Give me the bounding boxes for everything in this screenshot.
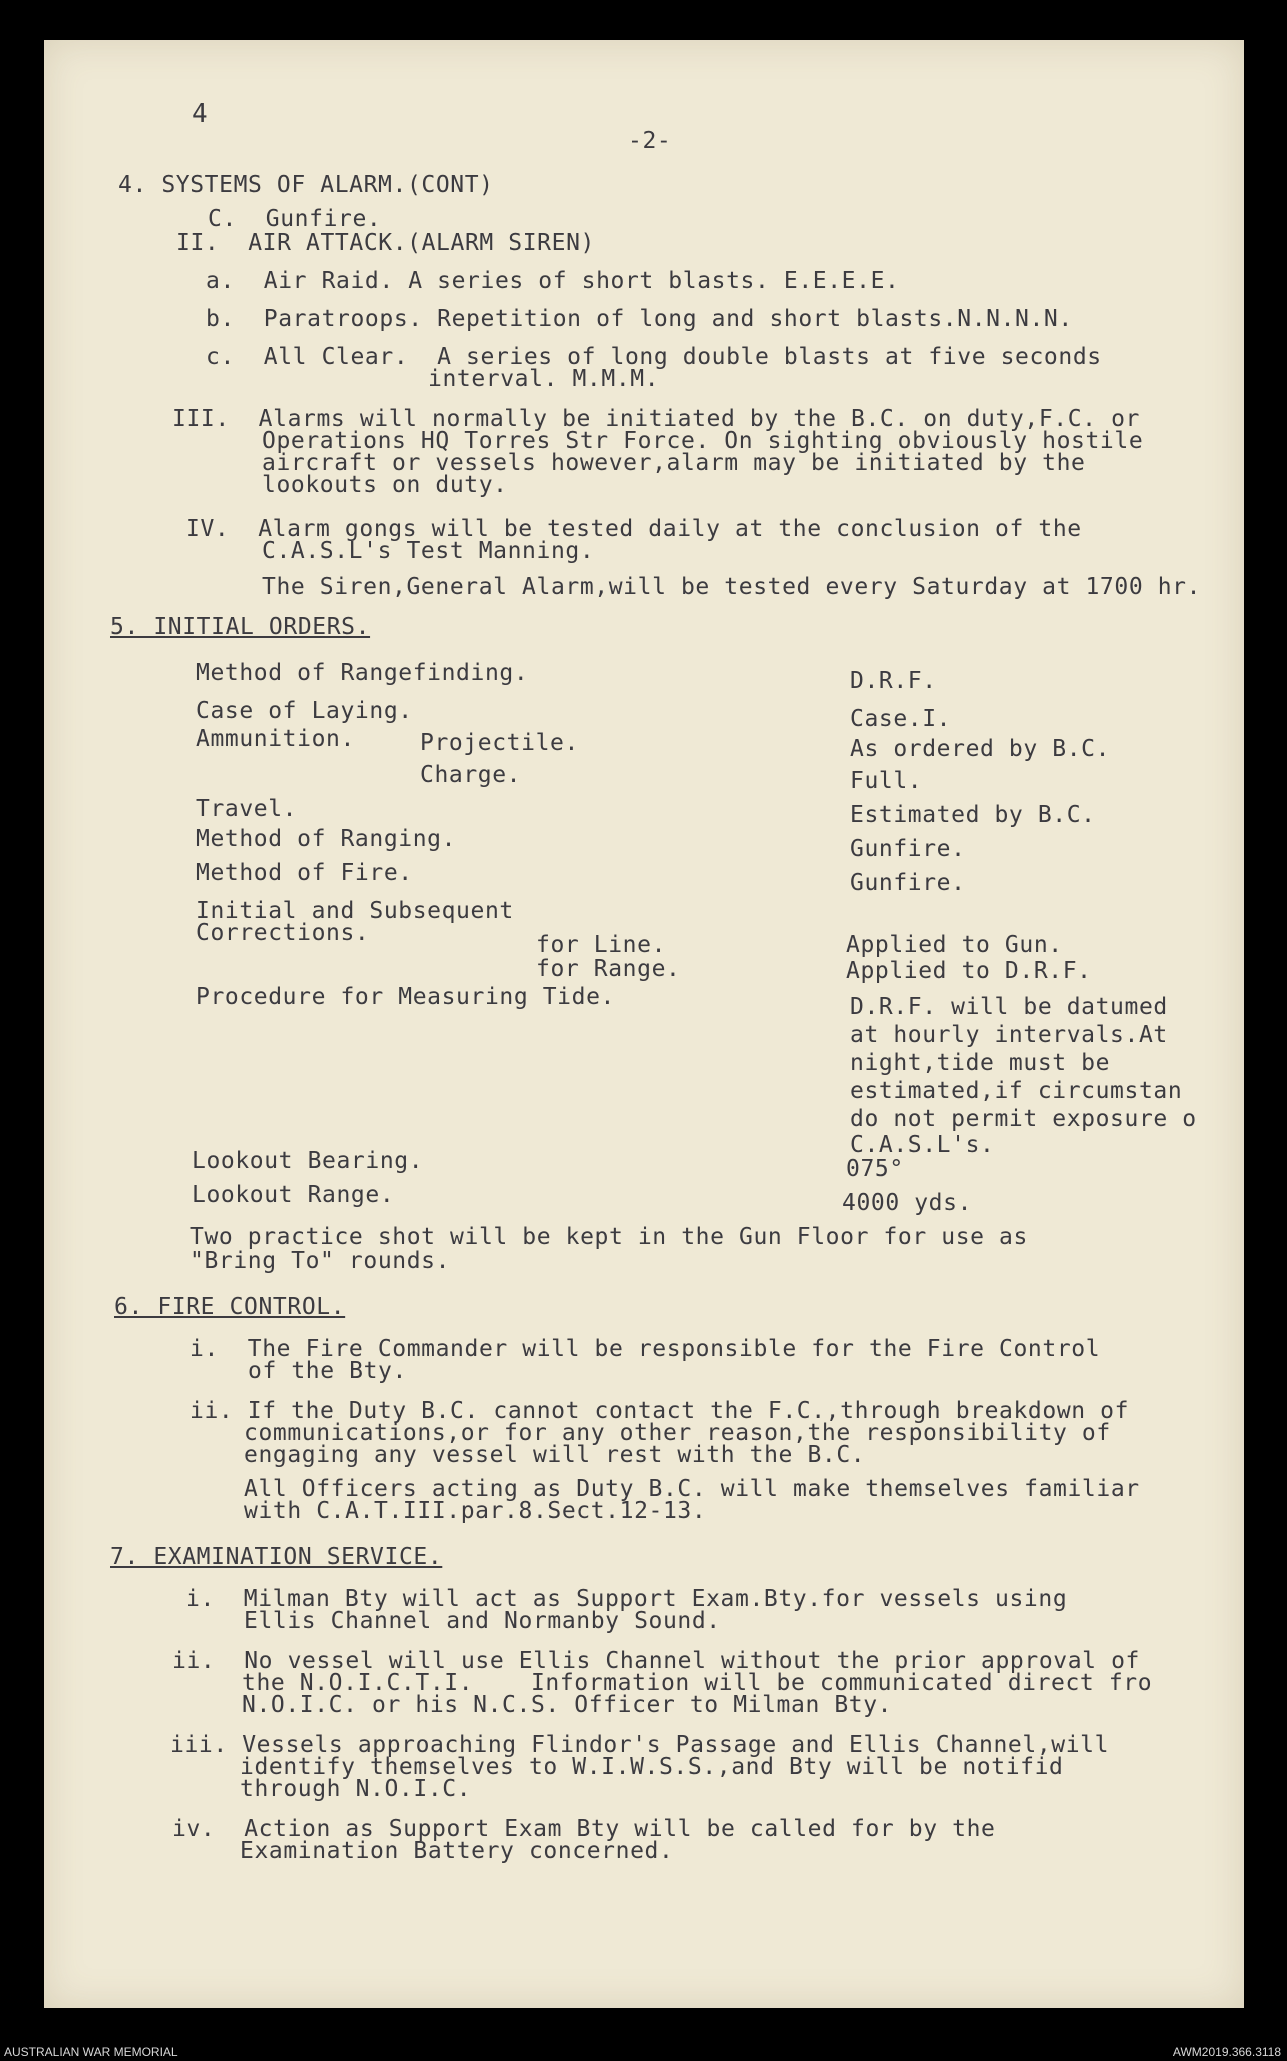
s4-item-c2-line1: c. All Clear. A series of long double blasts at five seconds <box>206 344 1102 370</box>
s4-item-c: C. Gunfire. <box>208 206 382 232</box>
s5-note-line2: "Bring To" rounds. <box>190 1248 451 1274</box>
s5-note-line1: Two practice shot will be kept in the Gun Floor for use as <box>190 1224 1028 1250</box>
s5-rangefinding-label: Method of Rangefinding. <box>196 660 529 686</box>
s5-fire-label: Method of Fire. <box>196 860 413 886</box>
s5-ranging-value: Gunfire. <box>850 836 966 862</box>
s4-item-iii-line4: lookouts on duty. <box>262 472 508 498</box>
s4-item-iv-line1: IV. Alarm gongs will be tested daily at the conclusion of the <box>186 516 1082 542</box>
s5-ranging-label: Method of Ranging. <box>196 826 457 852</box>
s5-lookout-bearing-value: 075° <box>846 1156 904 1182</box>
s5-tide-value-line3: night,tide must be <box>850 1050 1111 1076</box>
s5-lookout-range-value: 4000 yds. <box>842 1190 973 1216</box>
s6-item-ii-line5: with C.A.T.III.par.8.Sect.12-13. <box>244 1498 707 1524</box>
s4-item-b: b. Paratroops. Repetition of long and short blasts.N.N.N.N. <box>206 306 1073 332</box>
s4-item-iv-line3: The Siren,General Alarm,will be tested every Saturday at 1700 hr. <box>262 574 1202 600</box>
s5-charge-label: Charge. <box>420 762 522 788</box>
s5-projectile-label: Projectile. <box>420 730 579 756</box>
s7-item-i-line1: i. Milman Bty will act as Support Exam.Bty.for vessels using <box>186 1586 1068 1612</box>
s4-item-iv-line2: C.A.S.L's Test Manning. <box>262 538 595 564</box>
s5-for-range-value: Applied to D.R.F. <box>846 958 1092 984</box>
margin-mark: 4 <box>192 99 209 129</box>
s4-item-iii-line2: Operations HQ Torres Str Force. On sighting obviously hostile <box>262 428 1144 454</box>
s4-item-ii: II. AIR ATTACK.(ALARM SIREN) <box>176 230 595 256</box>
s5-for-line-label: for Line. <box>536 932 667 958</box>
s5-for-range-label: for Range. <box>536 956 681 982</box>
s6-item-i-line1: i. The Fire Commander will be responsible for the Fire Control <box>190 1336 1101 1362</box>
s4-item-c2-line2: interval. M.M.M. <box>428 366 660 392</box>
s5-travel-value: Estimated by B.C. <box>850 802 1096 828</box>
s5-ammunition-label: Ammunition. <box>196 726 355 752</box>
s5-rangefinding-value: D.R.F. <box>850 668 937 694</box>
s7-item-ii-line1: ii. No vessel will use Ellis Channel without the prior approval of <box>172 1648 1140 1674</box>
s5-lookout-bearing-label: Lookout Bearing. <box>192 1148 424 1174</box>
s7-item-ii-line2: the N.O.I.C.T.I. Information will be communicated direct fro <box>242 1670 1153 1696</box>
section-6-heading: 6. FIRE CONTROL. <box>114 1294 346 1320</box>
s7-item-ii-line3: N.O.I.C. or his N.C.S. Officer to Milman Bty. <box>242 1692 893 1718</box>
s6-item-ii-line4: All Officers acting as Duty B.C. will make themselves familiar <box>244 1476 1140 1502</box>
s6-item-i-line2: of the Bty. <box>248 1358 407 1384</box>
s7-item-i-line2: Ellis Channel and Normanby Sound. <box>244 1608 721 1634</box>
s5-tide-value-line2: at hourly intervals.At <box>850 1022 1168 1048</box>
s6-item-ii-line1: ii. If the Duty B.C. cannot contact the F.C.,through breakdown of <box>190 1398 1130 1424</box>
section-7-heading: 7. EXAMINATION SERVICE. <box>110 1544 443 1570</box>
section-4-heading: 4. SYSTEMS OF ALARM.(CONT) <box>118 172 494 198</box>
s4-item-iii-line1: III. Alarms will normally be initiated by the B.C. on duty,F.C. or <box>172 406 1140 432</box>
footer-institution: AUSTRALIAN WAR MEMORIAL <box>4 2045 178 2059</box>
s5-projectile-value: As ordered by B.C. <box>850 736 1111 762</box>
page-number: -2- <box>628 128 672 154</box>
s7-item-iii-line3: through N.O.I.C. <box>240 1776 472 1802</box>
s6-item-ii-line3: engaging any vessel will rest with the B.C. <box>244 1442 866 1468</box>
footer-accession-number: AWM2019.366.3118 <box>1172 2045 1281 2059</box>
s5-tide-label: Procedure for Measuring Tide. <box>196 984 615 1010</box>
s5-charge-value: Full. <box>850 768 923 794</box>
s5-laying-label: Case of Laying. <box>196 698 413 724</box>
s6-item-ii-line2: communications,or for any other reason,the responsibility of <box>244 1420 1111 1446</box>
section-5-heading: 5. INITIAL ORDERS. <box>110 614 371 640</box>
s4-item-iii-line3: aircraft or vessels however,alarm may be initiated by the <box>262 450 1086 476</box>
s5-corrections-label-line1: Initial and Subsequent <box>196 898 514 924</box>
s5-lookout-range-label: Lookout Range. <box>192 1182 395 1208</box>
s5-travel-label: Travel. <box>196 796 298 822</box>
s5-for-line-value: Applied to Gun. <box>846 932 1063 958</box>
s5-corrections-label-line2: Corrections. <box>196 920 370 946</box>
s7-item-iv-line2: Examination Battery concerned. <box>240 1838 674 1864</box>
s5-tide-value-line1: D.R.F. will be datumed <box>850 994 1168 1020</box>
s5-tide-value-line6: C.A.S.L's. <box>850 1132 995 1158</box>
s5-laying-value: Case.I. <box>850 706 952 732</box>
s4-item-a: a. Air Raid. A series of short blasts. E.E.E.E. <box>206 268 900 294</box>
s5-tide-value-line4: estimated,if circumstan <box>850 1078 1183 1104</box>
s5-fire-value: Gunfire. <box>850 870 966 896</box>
s7-item-iv-line1: iv. Action as Support Exam Bty will be called for by the <box>172 1816 996 1842</box>
s5-tide-value-line5: do not permit exposure o <box>850 1106 1197 1132</box>
s7-item-iii-line1: iii. Vessels approaching Flindor's Passage and Ellis Channel,will <box>170 1732 1110 1758</box>
s7-item-iii-line2: identify themselves to W.I.W.S.S.,and Bty will be notifid <box>240 1754 1064 1780</box>
